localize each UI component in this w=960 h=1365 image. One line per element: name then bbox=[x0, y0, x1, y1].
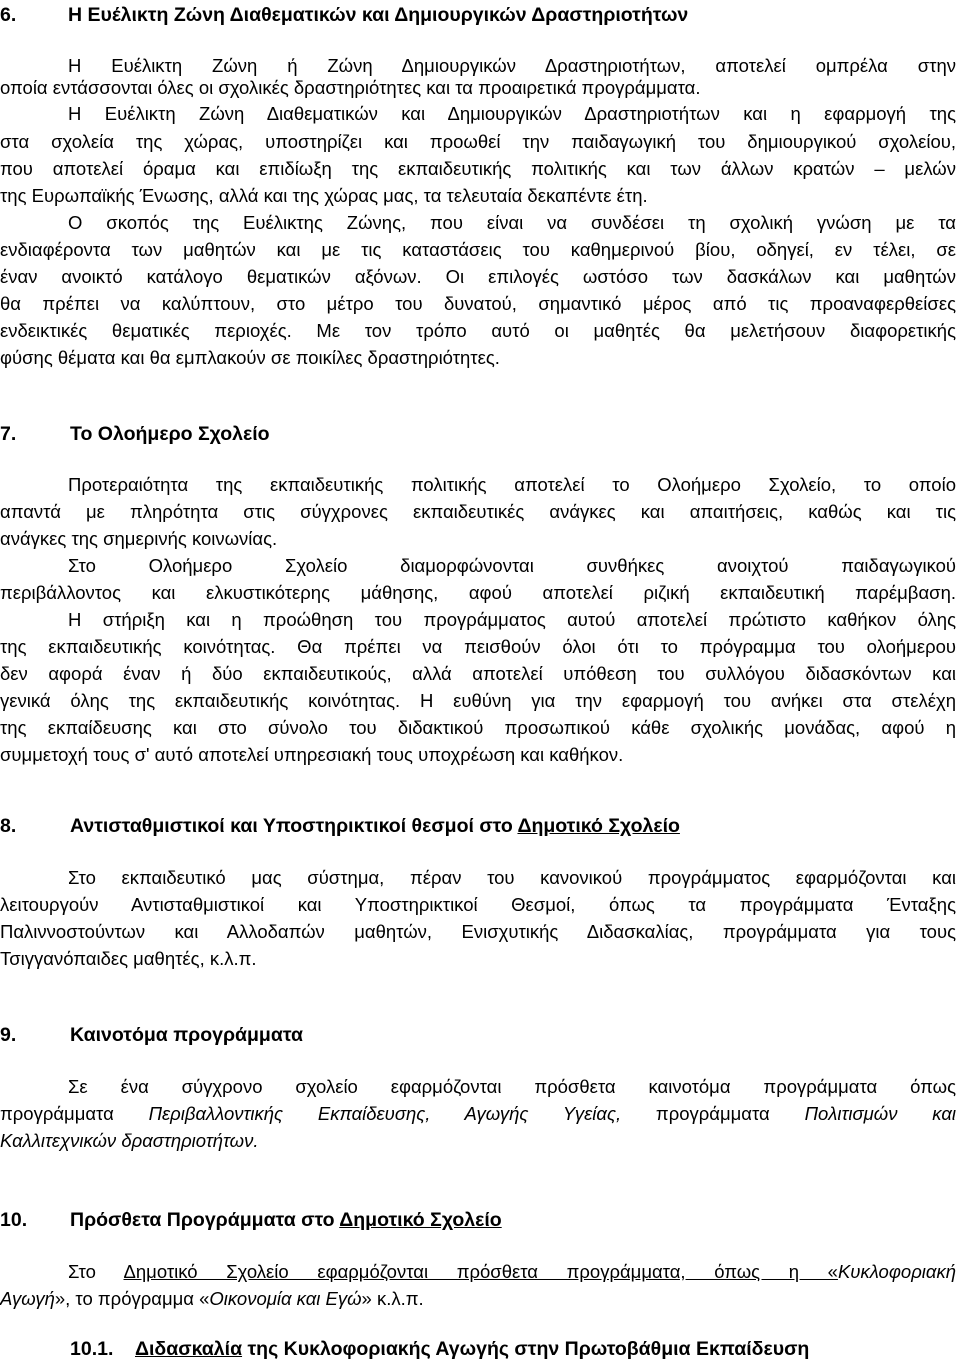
paragraph-line: Σε ένα σύγχρονο σχολείο εφαρμόζονται πρόσθετα καινοτόμα προγράμματα όπως bbox=[68, 1076, 956, 1097]
section-number: 8. bbox=[0, 815, 17, 837]
paragraph-line: θα πρέπει να καλύπτουν, στο μέτρο του δυνατού, σημαντικό μέρος από τις προαναφερθείσες bbox=[0, 293, 956, 314]
paragraph-line: Η Ευέλικτη Ζώνη ή Ζώνη Δημιουργικών Δραστηριοτήτων, αποτελεί ομπρέλα στην bbox=[68, 55, 956, 76]
text-run-italic: Πολιτισμών και bbox=[804, 1103, 956, 1124]
paragraph-line: έναν ανοικτό κατάλογο θεματικών αξόνων. Οι επιλογές ωστόσο των δασκάλων και μαθητών bbox=[0, 266, 956, 287]
paragraph-line: στα σχολεία της χώρας, υποστηρίζει και προωθεί την παιδαγωγική του δημιουργικού σχολείου, bbox=[0, 131, 956, 152]
paragraph-line: οποία εντάσσονται όλες οι σχολικές δραστηριότητες και τα προαιρετικά προγράμματα. bbox=[0, 77, 701, 98]
paragraph-line: περιβάλλοντος και ελκυστικότερης μάθησης, αφού αποτελεί ριζική εκπαιδευτική παρέμβαση. bbox=[0, 582, 956, 603]
paragraph-line: γενικά όλης της εκπαιδευτικής κοινότητας. Η ευθύνη για την εφαρμογή του ανήκει στα στελέχη bbox=[0, 690, 956, 711]
section-number: 6. bbox=[0, 4, 17, 26]
text-run: προγράμματα bbox=[0, 1103, 149, 1124]
paragraph-line: Ο σκοπός της Ευέλικτης Ζώνης, που είναι να συνδέσει τη σχολική γνώση με τα bbox=[68, 212, 956, 233]
text-run-underlined: Δημοτικό Σχολείο εφαρμόζονται πρόσθετα προγράμματα, όπως η « bbox=[123, 1261, 838, 1282]
section-title-underlined: Δημοτικό Σχολείο bbox=[339, 1209, 502, 1231]
section-title bbox=[70, 815, 680, 837]
text-run-italic: Οικονομία και Εγώ bbox=[209, 1288, 362, 1309]
text-run: » κ.λ.π. bbox=[361, 1288, 424, 1309]
paragraph-line bbox=[68, 1261, 956, 1283]
section-title bbox=[70, 1209, 502, 1231]
text-run-italic: Αγωγή bbox=[0, 1288, 55, 1309]
paragraph-line bbox=[0, 1103, 956, 1125]
paragraph-line: Η στήριξη και η προώθηση του προγράμματος αυτού αποτελεί πρώτιστο καθήκον όλης bbox=[68, 609, 956, 630]
text-run-italic: Κυκλοφοριακή bbox=[837, 1261, 956, 1282]
paragraph-line bbox=[0, 1288, 424, 1310]
section-title: Καινοτόμα προγράμματα bbox=[70, 1024, 304, 1046]
paragraph-line: Παλιννοστούντων και Αλλοδαπών μαθητών, Ενισχυτικής Διδασκαλίας, προγράμματα για τους bbox=[0, 921, 956, 942]
paragraph-line: Τσιγγανόπαιδες μαθητές, κ.λ.π. bbox=[0, 948, 257, 969]
paragraph-line: Καλλιτεχνικών δραστηριοτήτων. bbox=[0, 1130, 259, 1151]
section-title bbox=[135, 1338, 809, 1360]
paragraph-line: της εκπαίδευσης και στο σύνολο του διδακτικού προσωπικού κάθε σχολικής μονάδας, αφού η bbox=[0, 717, 956, 738]
paragraph-line: ανάγκες της σημερινής κοινωνίας. bbox=[0, 528, 278, 549]
section-title-text: της Κυκλοφοριακής Αγωγής στην Πρωτοβάθμια Εκπαίδευση bbox=[242, 1338, 810, 1360]
paragraph-line: Προτεραιότητα της εκπαιδευτικής πολιτικής αποτελεί το Ολοήμερο Σχολείο, το οποίο bbox=[68, 474, 956, 495]
paragraph-line: λειτουργούν Αντισταθμιστικοί και Υποστηρικτικοί Θεσμοί, όπως τα προγράμματα Ένταξης bbox=[0, 894, 956, 915]
paragraph-line: Στο Ολοήμερο Σχολείο διαμορφώνονται συνθήκες ανοιχτού παιδαγωγικού bbox=[68, 555, 956, 576]
section-number: 9. bbox=[0, 1024, 17, 1046]
paragraph-line: συμμετοχή τους σ' αυτό αποτελεί υπηρεσιακή τους υποχρέωση και καθήκον. bbox=[0, 744, 624, 765]
text-run: Στο bbox=[68, 1261, 124, 1282]
paragraph-line: δεν αφορά έναν ή δύο εκπαιδευτικούς, αλλά αποτελεί υπόθεση του συλλόγου διδασκόντων και bbox=[0, 663, 956, 684]
paragraph-line: της εκπαιδευτικής κοινότητας. Θα πρέπει να πεισθούν όλοι ότι το πρόγραμμα του ολοήμερου bbox=[0, 636, 956, 657]
paragraph-line: ενδιαφέροντα των μαθητών και με τις καταστάσεις του καθημερινού βίου, οδηγεί, εν τέλει, σε bbox=[0, 239, 956, 260]
section-number: 10.1. bbox=[70, 1338, 114, 1360]
text-run-italic: Περιβαλλοντικής Εκπαίδευσης, Αγωγής Υγείας, bbox=[148, 1103, 622, 1124]
section-title: Η Ευέλικτη Ζώνη Διαθεματικών και Δημιουργικών Δραστηριοτήτων bbox=[68, 4, 689, 26]
paragraph-line: που αποτελεί όραμα και επιδίωξη της εκπαιδευτικής πολιτικής και των άλλων κρατών – μελών bbox=[0, 158, 956, 179]
paragraph-line: ενδεικτικές θεματικές περιοχές. Με τον τρόπο αυτό οι μαθητές θα μελετήσουν διαφορετικής bbox=[0, 320, 956, 341]
paragraph-line: απαντά με πληρότητα στις σύγχρονες εκπαιδευτικές ανάγκες και απαιτήσεις, καθώς και τις bbox=[0, 501, 956, 522]
paragraph-line: φύσης θέματα και θα εμπλακούν σε ποικίλες δραστηριότητες. bbox=[0, 347, 500, 368]
text-run: προγράμματα bbox=[621, 1103, 805, 1124]
paragraph-line: της Ευρωπαϊκής Ένωσης, αλλά και της χώρας μας, τα τελευταία δεκαπέντε έτη. bbox=[0, 185, 648, 206]
paragraph-line: Η Ευέλικτη Ζώνη Διαθεματικών και Δημιουργικών Δραστηριοτήτων και η εφαρμογή της bbox=[68, 103, 956, 124]
section-title-underlined: Δημοτικό Σχολείο bbox=[517, 815, 680, 837]
section-title-text: Αντισταθμιστικοί και Υποστηρικτικοί θεσμοί στο bbox=[70, 815, 518, 837]
section-number: 10. bbox=[0, 1209, 28, 1231]
section-title-text: Πρόσθετα Προγράμματα στο bbox=[70, 1209, 340, 1231]
section-title-underlined: Διδασκαλία bbox=[135, 1338, 243, 1360]
paragraph-line: Στο εκπαιδευτικό μας σύστημα, πέραν του κανονικού προγράμματος εφαρμόζονται και bbox=[68, 867, 956, 888]
section-number: 7. bbox=[0, 423, 17, 445]
section-title: Το Ολοήμερο Σχολείο bbox=[70, 423, 270, 445]
text-run: », το πρόγραμμα « bbox=[54, 1288, 210, 1309]
